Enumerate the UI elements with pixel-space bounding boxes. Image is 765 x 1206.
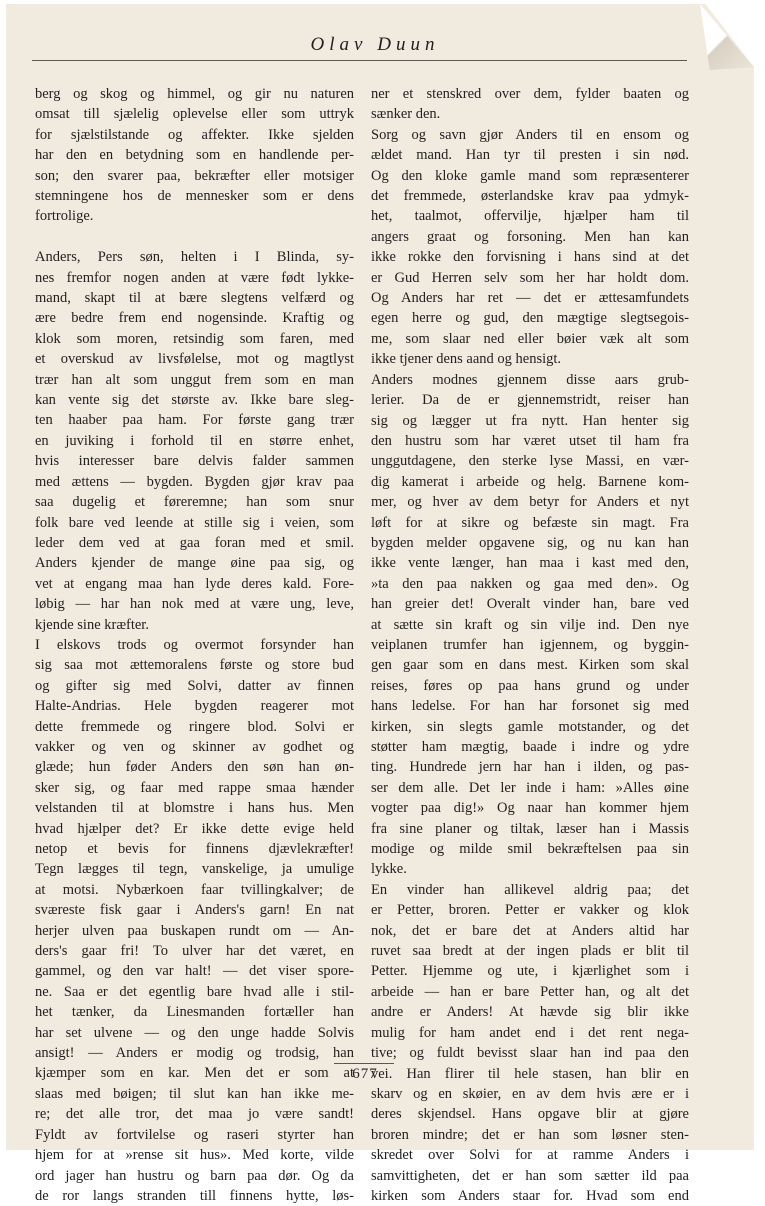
text-line: ansigt! — Anders er modig og trodsig, han [35,1045,354,1062]
text-line: netop et bevis for finnens djævlekræfter! [35,841,354,858]
text-line: ruvet saa bredt at der ingen plads er blit til [371,943,689,960]
text-line: bygden melder opgavene sig, og nu kan han [371,534,689,551]
text-line: folk bare ved leende at stille sig i veien, som [35,514,354,531]
text-line: Tegn lægges til tegn, vanskelige, ja umulige [35,861,354,878]
text-line: trær han alt som unggut frem som en man [35,371,354,388]
page-number: 677 [352,1066,378,1082]
text-line: berg og skog og himmel, og gir nu naturen [35,86,354,102]
text-line: Sorg og savn gjør Anders til en ensom og [371,126,689,143]
text-line: har set ulvene — og den unge hadde Solvis [35,1024,354,1041]
text-line: het tænker, da Linesmanden fortæller han [35,1004,354,1021]
text-line: Anders, Pers søn, helten i I Blinda, sy- [35,249,354,266]
text-line: med ættens — bygden. Bygden gjør krav paa [35,473,354,490]
text-line: for sjælstilstande og affekter. Ikke sjelden [35,126,354,143]
text-line: sværeste fisk gaar i Anders's garn! En nat [35,902,354,919]
text-line: kan vente sig det største av. Ikke bare sleg- [35,392,354,409]
footer-rule [334,1063,394,1064]
text-line: løbig — har han nok med at være ung, leve, [35,596,354,613]
text-line: ord jager han hustru og barn paa dør. Og da [35,1167,354,1184]
text-line: dette fremmede og ringere blod. Solvi er [35,718,354,735]
text-line: egen herre og gud, den mægtige slegtsegois- [371,310,689,327]
text-line: ikke tjener dens aand og hensigt. [371,351,562,368]
text-line: ner et stenskred over dem, fylder baaten og [371,86,689,102]
text-line: ikke rokke den forvisning i hans sind at det [371,249,689,266]
text-line: er Petter, broren. Petter er vakker og klok [371,902,689,919]
text-line: kirken som Anders staar for. Hvad som end [371,1187,689,1204]
text-line: son; den svarer paa, bekræfter eller motsiger [35,167,354,184]
text-line: vet at engang maa han lyde deres kald. Fore- [35,575,354,592]
text-line: har den en betydning som en handlende per- [35,147,354,164]
text-line: hjem for at »rense sit hus». Med korte, vilde [35,1147,354,1164]
text-line: han greier det! Overalt vinder han, bare ved [371,596,689,613]
text-line: ser dem alle. Det ler inde i ham: »Alles øine [371,779,689,796]
text-line: Fyldt av fortvilelse og raseri styrter han [35,1126,354,1143]
text-line: fra sine planer og tiltak, læser han i Massis [371,820,689,837]
text-line: kirken, sin slegts gamle motstander, og det [371,718,689,735]
header-rule [32,60,687,61]
text-line: Og Anders har ret — det er ættesamfundets [371,290,689,307]
text-line: modige og milde smil bekræftelsen paa sin [371,841,689,858]
text-line: ældet mand. Han tyr til presten i sin nød. [371,147,689,164]
text-line: Og den kloke gamle mand som repræsenterer [371,167,689,184]
text-line: ne. Saa er det egentlig bare hvad alle i stil- [35,983,354,1000]
paragraph-gap [35,227,354,247]
text-line: me, som slaar ned eller bøier væk alt som [371,330,689,347]
text-line: slaas med bøigen; til slut kan han ikke me- [35,1085,354,1102]
text-line: saa dugelig et føreremne; han som snur [35,494,354,511]
right-column [371,84,689,1206]
text-line: arbeide — han er bare Petter han, og alt det [371,983,689,1000]
text-line: ære bedre frem end nogensinde. Kraftig og [35,310,354,327]
text-line: re; det alle tror, det maa jo være sandt! [35,1106,354,1123]
text-line: Halte-Andrias. Hele bygden reagerer mot [35,698,354,715]
text-line: het, taalmot, offervilje, hjælper ham til [371,208,689,225]
text-line: det fremmede, østerlandske krav paa ydmyk- [371,188,689,205]
text-line: sig og lægger ut fra nytt. Han henter sig [371,412,689,429]
text-line: sænker den. [371,106,441,123]
text-line: de ror langs stranden till finnens hytte, løs- [35,1187,354,1204]
text-line: sker sig, og faar med rappe smaa hænder [35,779,354,796]
text-line: angers graat og forsoning. Men han kan [371,228,689,245]
text-line: hvis interesser bare delvis falder sammen [35,453,354,470]
text-line: skredet over Solvi for at ramme Anders i [371,1147,689,1164]
text-line: deres skjendsel. Hans opgave blir at gjøre [371,1106,689,1123]
text-line: Anders kjender de mange øine paa sig, og [35,555,354,572]
text-line: støtter ham mægtig, baade i indre og ydre [371,739,689,755]
text-line: I elskovs trods og overmot forsynder han [35,636,354,653]
text-line: sig saa mot ættemoralens første og store bud [35,657,354,674]
text-line: et overskud av livsfølelse, mot og magtlyst [35,351,354,368]
text-line: samvittigheten, det er han som sætter ild paa [371,1167,689,1184]
running-header: Olav Duun [310,34,440,55]
text-line: kjæmper som en kar. Men det er som at [35,1065,354,1082]
text-line: at motsi. Nybærkoen faar tvillingkalver; de [35,881,354,898]
text-line: leder dem ved at gaa foran med et smil. [35,534,354,551]
text-line: Anders modnes gjennem disse aars grub- [371,371,689,388]
text-line: glæde; hun føder Anders den søn han øn- [35,759,354,776]
text-line: skarv og en skøier, en av dem hvis ære er i [371,1085,689,1102]
text-line: vogter paa dig!» Og naar han kommer hjem [371,800,689,817]
text-line: og gifter sig med Solvi, datter av finnen [35,677,354,694]
text-line: veiplanen trumfer han igjennem, og byggin- [371,636,689,653]
left-column [35,84,354,1206]
text-line: vei. Han flirer til hele stasen, han blir en [371,1065,689,1082]
text-line: tive; og fuldt bevisst slaar han ind paa den [371,1045,689,1062]
text-line: lerier. Da de er gjennemstridt, reiser han [371,392,689,409]
text-line: ders's gaar fri! To ulver har det været, en [35,943,354,960]
text-line: reises, føres op paa hans grund og under [371,677,689,694]
text-line: hvad hjælper det? Er ikke dette evige held [35,820,354,837]
text-line: En vinder han allikevel aldrig paa; det [371,881,689,898]
text-line: dig kamerat i arbeide og helg. Barnene kom- [371,473,689,490]
text-line: ting. Hundrede jern har han i ilden, og pas- [371,759,689,776]
text-line: er Gud Herren selv som her har holdt dom. [371,269,689,286]
text-line: den hustru som har været utset til ham fra [371,432,689,449]
text-line: en juviking i forhold til en større enhet, [35,432,354,449]
text-line: gammel, og den var halt! — det viser spore- [35,963,354,980]
text-line: nok, det er bare det at Anders altid har [371,922,689,939]
text-line: mer, og hver av dem betyr for Anders et nyt [371,494,689,511]
text-line: kjende sine kræfter. [35,616,149,633]
text-line: at sætte sin kraft og sin vilje ind. Den nye [371,616,689,633]
text-line: broren mindre; det er han som løsner sten- [371,1126,689,1143]
text-line: hans ledelse. For han har forsonet sig med [371,698,689,715]
text-line: ten haaber paa ham. For første gang trær [35,412,354,429]
text-line: mulig for ham andet end i det rent nega- [371,1024,689,1041]
text-line: herjer ulven paa buskapen rundt om — An- [35,922,354,939]
text-line: velstanden til at blomstre i hans hus. Men [35,800,354,817]
text-line: gen gaar som en dans mest. Kirken som skal [371,657,689,674]
text-line: nes fremfor nogen anden at være født lykke- [35,269,354,286]
text-line: »ta den paa nakken og gaa med den». Og [371,575,689,592]
text-line: stemningene hos de mennesker som er dens [35,188,354,205]
text-line: unggutdagene, den sterke lyse Massi, en vær- [371,453,689,470]
text-line: klok som moren, retsindig som faren, med [35,330,354,347]
text-line: ikke vente længer, han maa i kast med den, [371,555,689,572]
text-line: omsat till sjælelig oplevelse eller som uttryk [35,106,354,123]
text-line: andre er Anders! At hævde sig blir ikke [371,1004,689,1021]
text-line: Petter. Hjemme og ute, i kjærlighet som i [371,963,689,980]
text-line: vakker og ven og skinner av godhet og [35,738,354,755]
text-line: mand, skapt til at bære slegtens velfærd og [35,290,354,307]
text-line: lykke. [371,861,407,878]
text-line: fortrolige. [35,208,94,225]
text-line: løft for at sikre og befæste sin magt. Fra [371,514,689,531]
